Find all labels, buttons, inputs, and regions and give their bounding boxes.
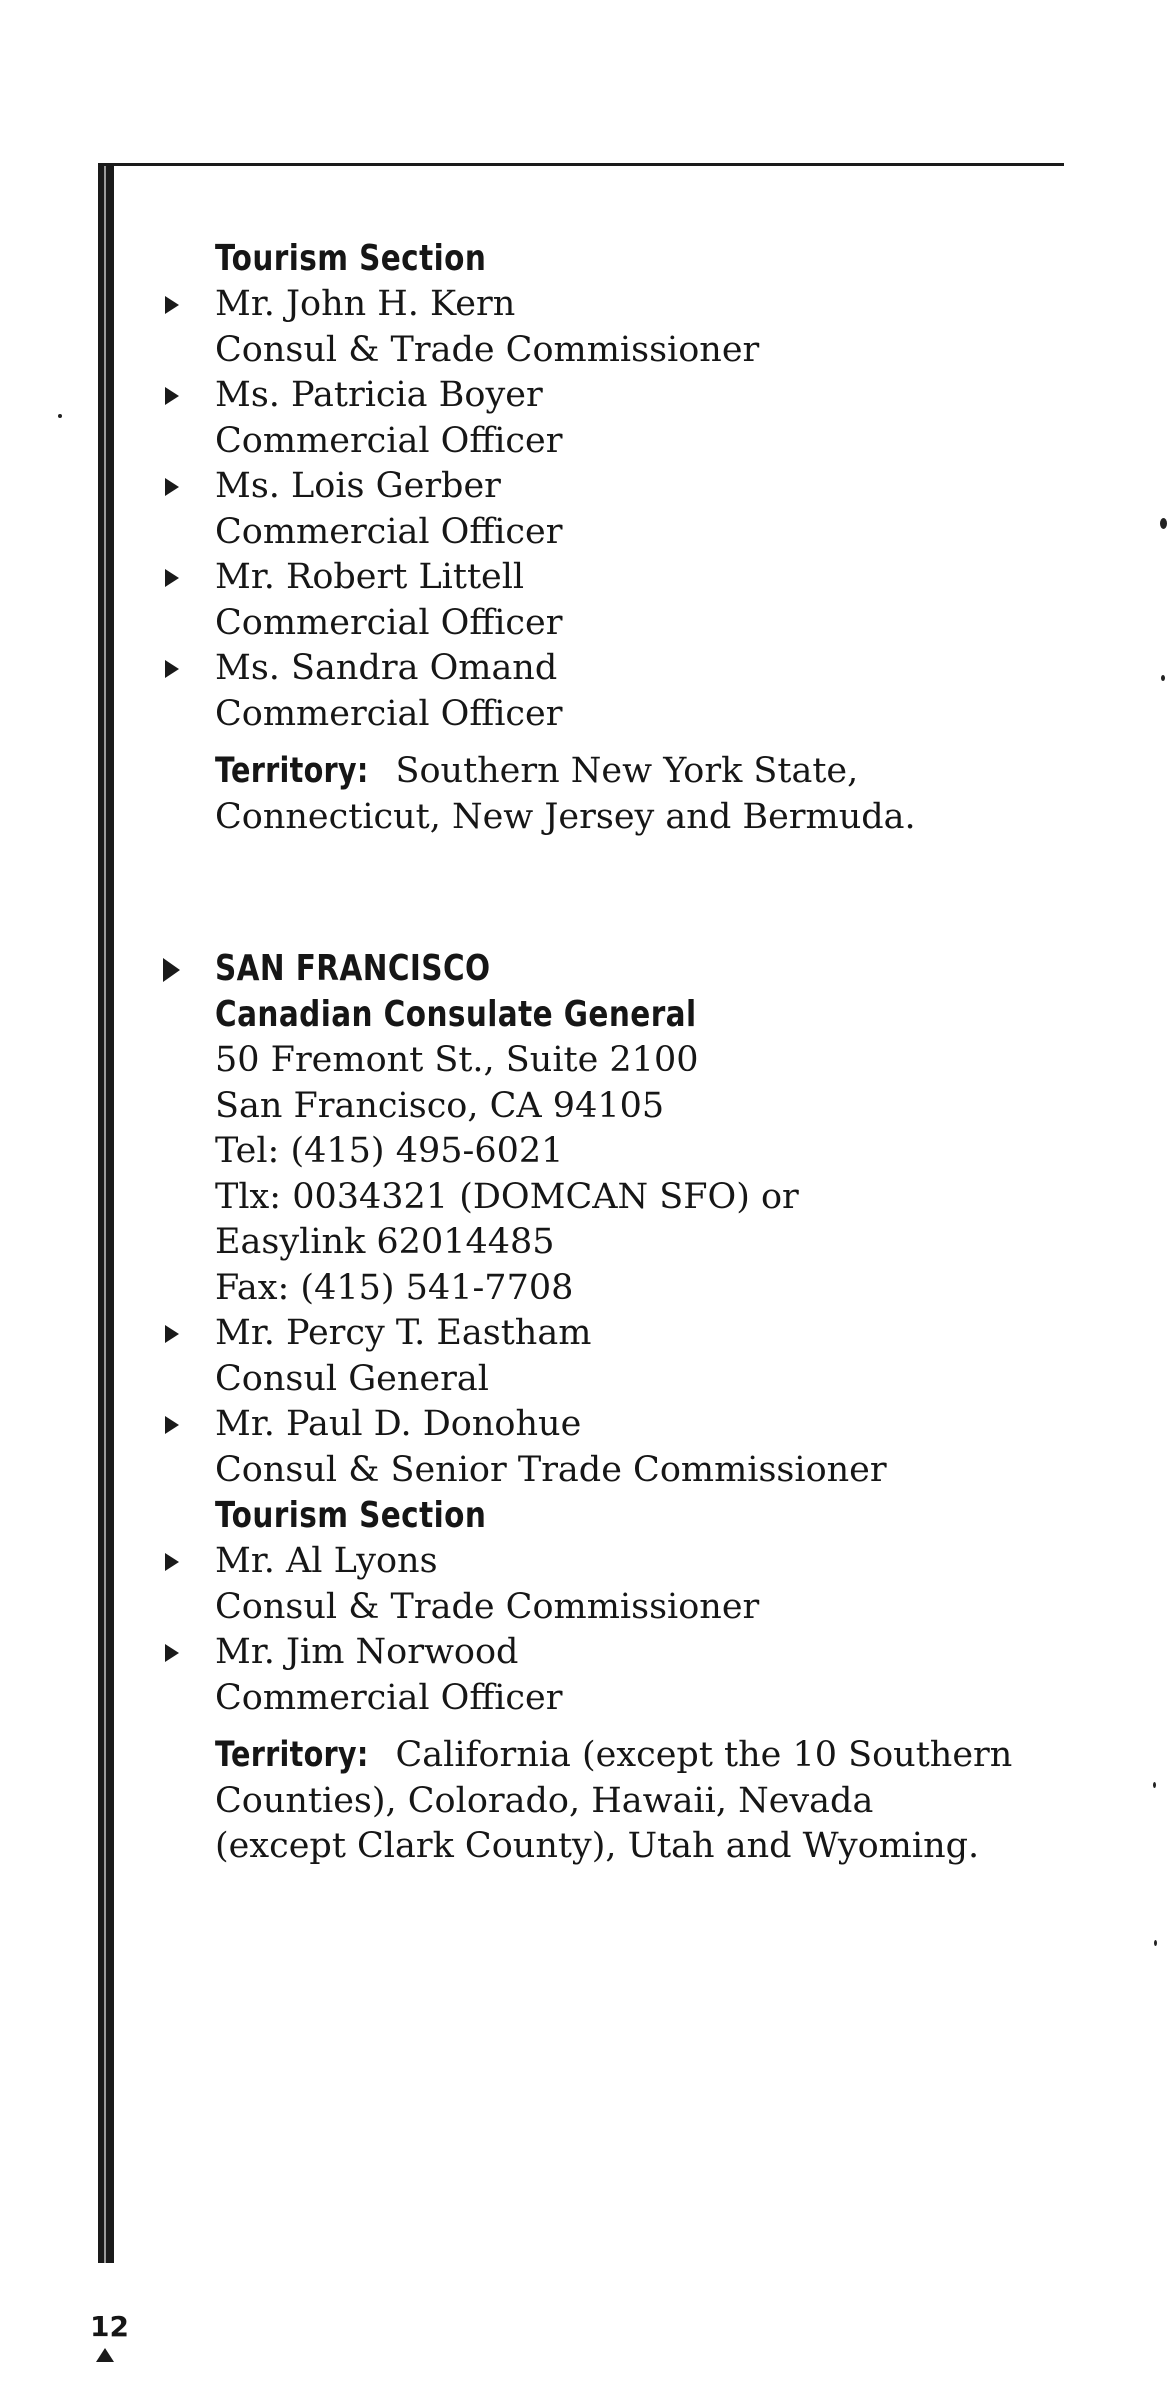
territory-text: Counties), Colorado, Hawaii, Nevada (215, 1780, 874, 1821)
territory-block (215, 749, 1095, 840)
staff-name: Ms. Sandra Omand (215, 648, 558, 688)
office-san-francisco (215, 946, 1095, 1870)
staff-entry (215, 373, 1095, 464)
staff-title: Commercial Officer (215, 1677, 563, 1718)
address-line: 50 Fremont St., Suite 2100 (215, 1040, 699, 1080)
staff-entry (215, 1311, 1095, 1402)
office-address (215, 1038, 1095, 1311)
telex-line: Tlx: 0034321 (DOMCAN SFO) or (215, 1176, 799, 1217)
bullet-triangle-icon (165, 1325, 179, 1343)
staff-title: Commercial Officer (215, 420, 563, 461)
staff-title: Consul & Trade Commissioner (215, 329, 760, 370)
staff-entry (215, 464, 1095, 555)
section-heading: Tourism Section (215, 238, 487, 279)
staff-name: Mr. Paul D. Donohue (215, 1404, 582, 1444)
page-number: 12 (90, 2310, 129, 2343)
bullet-triangle-icon (165, 478, 179, 496)
territory-text: (except Clark County), Utah and Wyoming. (215, 1826, 980, 1866)
scan-speck (1153, 1782, 1156, 1788)
staff-entry (215, 1402, 1095, 1493)
territory-text: Southern New York State, (395, 751, 859, 791)
left-margin-rule-highlight (104, 163, 106, 2263)
page-footer (90, 2310, 129, 2362)
address-line: San Francisco, CA 94105 (215, 1085, 665, 1126)
staff-entry (215, 1539, 1095, 1630)
staff-title: Commercial Officer (215, 511, 563, 552)
tourism-section-new-york (215, 236, 1095, 840)
territory-text: Connecticut, New Jersey and Bermuda. (215, 796, 916, 837)
office-header (215, 946, 1095, 1038)
staff-entry (215, 555, 1095, 646)
up-triangle-icon (96, 2348, 114, 2362)
staff-name: Mr. Robert Littell (215, 557, 525, 597)
top-rule (98, 163, 1064, 166)
bullet-triangle-icon (165, 660, 179, 678)
territory-text: California (except the 10 Southern (395, 1735, 1013, 1775)
staff-title: Commercial Officer (215, 693, 563, 734)
bullet-triangle-icon (165, 569, 179, 587)
bullet-triangle-icon (165, 1416, 179, 1434)
city-heading: SAN FRANCISCO (215, 948, 491, 989)
staff-title: Commercial Officer (215, 602, 563, 643)
bullet-triangle-icon (163, 958, 180, 982)
bullet-triangle-icon (165, 387, 179, 405)
scan-speck (58, 414, 62, 418)
staff-title: Consul & Trade Commissioner (215, 1586, 760, 1627)
staff-name: Mr. John H. Kern (215, 284, 516, 324)
staff-title: Consul & Senior Trade Commissioner (215, 1449, 887, 1490)
staff-name: Mr. Al Lyons (215, 1541, 438, 1581)
staff-entry (215, 646, 1095, 737)
section-heading: Tourism Section (215, 1495, 487, 1536)
staff-entry (215, 282, 1095, 373)
scan-speck (1160, 518, 1167, 529)
territory-block (215, 1733, 1095, 1870)
territory-label: Territory: (215, 1735, 369, 1775)
territory-line (215, 749, 1095, 795)
staff-title: Consul General (215, 1358, 489, 1399)
staff-name: Ms. Patricia Boyer (215, 375, 543, 415)
staff-name: Ms. Lois Gerber (215, 466, 501, 506)
office-heading: Canadian Consulate General (215, 994, 697, 1035)
bullet-triangle-icon (165, 296, 179, 314)
page-content (215, 236, 1095, 1870)
territory-line (215, 1733, 1095, 1779)
staff-entry (215, 1630, 1095, 1721)
bullet-triangle-icon (165, 1553, 179, 1571)
bullet-triangle-icon (165, 1644, 179, 1662)
territory-label: Territory: (215, 751, 369, 791)
staff-name: Mr. Jim Norwood (215, 1632, 519, 1672)
fax-line: Fax: (415) 541-7708 (215, 1267, 574, 1308)
staff-name: Mr. Percy T. Eastham (215, 1313, 592, 1353)
scan-speck (1154, 1940, 1157, 1946)
left-margin-rule (98, 163, 114, 2263)
scan-speck (1161, 675, 1165, 681)
easylink-line: Easylink 62014485 (215, 1222, 555, 1262)
telephone-line: Tel: (415) 495-6021 (215, 1131, 564, 1171)
